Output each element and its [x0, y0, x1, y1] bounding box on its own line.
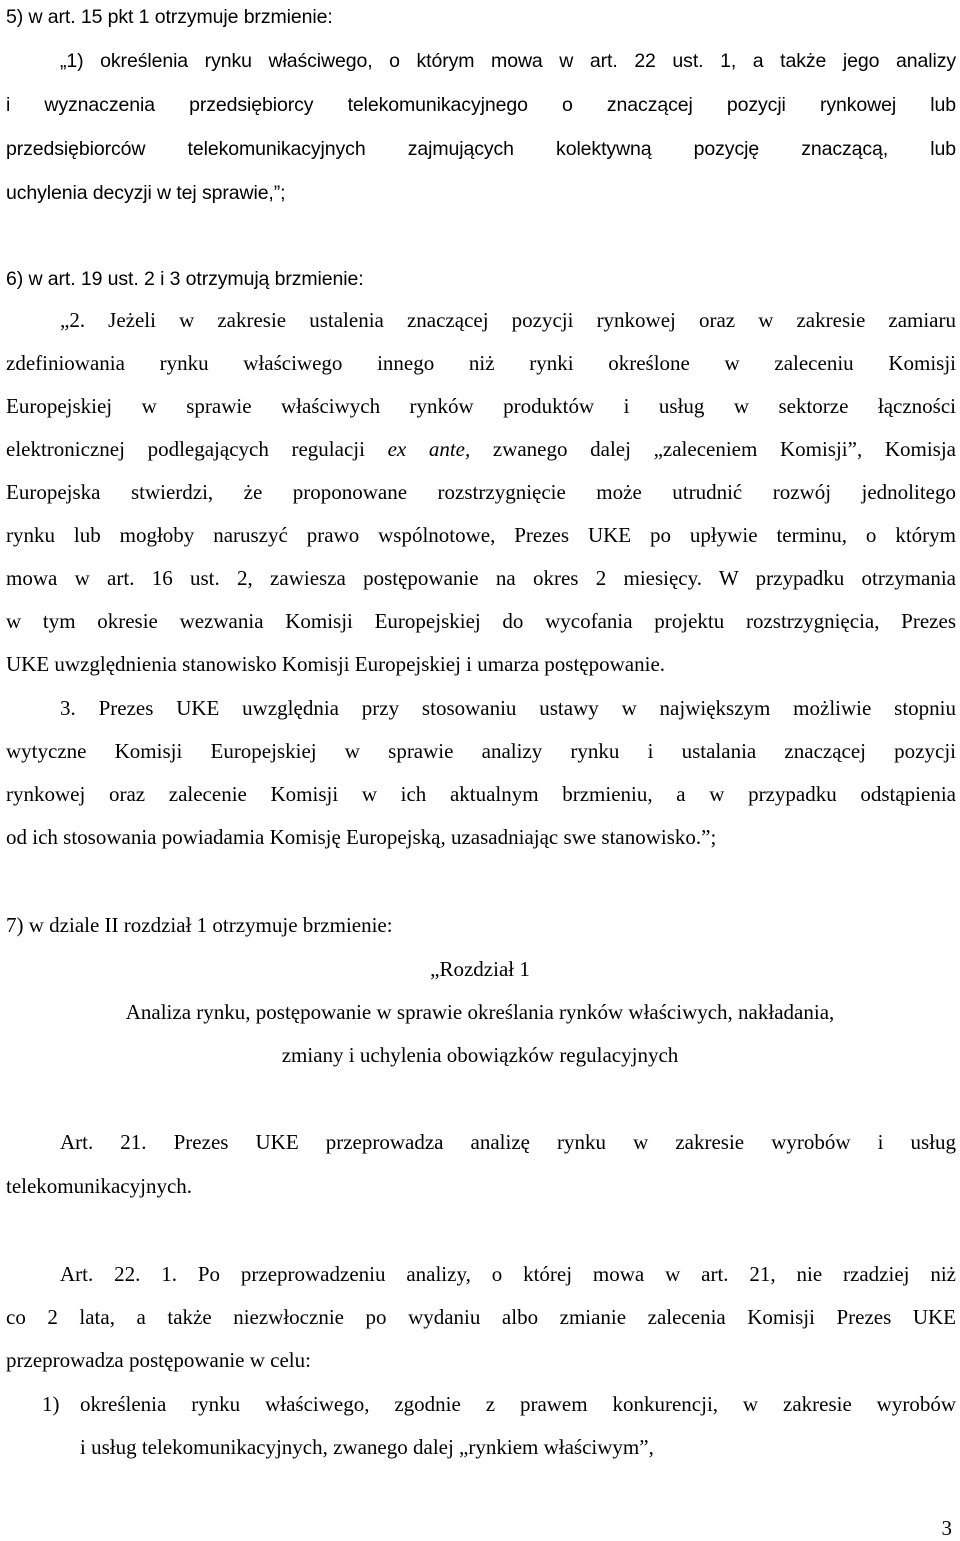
paragraph-line: rynku lub mogłoby naruszyć prawo wspólnotowe, Prezes UKE po upływie terminu, o którym: [6, 523, 956, 547]
chapter-subtitle: zmiany i uchylenia obowiązków regulacyjnych: [281, 1043, 679, 1067]
list-item-line: i usług telekomunikacyjnych, zwanego dalej „rynkiem właściwym”,: [80, 1435, 654, 1459]
article-21-line: telekomunikacyjnych.: [6, 1174, 193, 1198]
chapter-subtitle: Analiza rynku, postępowanie w sprawie określania rynków właściwych, nakładania,: [125, 1000, 835, 1024]
page-number: 3: [941, 1516, 952, 1540]
paragraph-line: 3. Prezes UKE uwzględnia przy stosowaniu ustawy w największym możliwie stopniu: [60, 696, 956, 720]
paragraph-line: i wyznaczenia przedsiębiorcy telekomunikacyjnego o znaczącej pozycji rynkowej lub: [6, 94, 956, 116]
paragraph-line: [6, 439, 956, 460]
paragraph-line: mowa w art. 16 ust. 2, zawiesza postępowanie na okres 2 miesięcy. W przypadku otrzymania: [6, 566, 956, 590]
article-22-line: Art. 22. 1. Po przeprowadzeniu analizy, o której mowa w art. 21, nie rzadziej niż: [60, 1262, 956, 1286]
paragraph-text: zwanego dalej „zaleceniem Komisji”, Komisja: [470, 437, 956, 461]
paragraph-line: w tym okresie wezwania Komisji Europejskiej do wycofania projektu rozstrzygnięcia, Prezes: [6, 609, 956, 633]
item-5-heading: 5) w art. 15 pkt 1 otrzymuje brzmienie:: [6, 6, 333, 28]
paragraph-line: uchylenia decyzji w tej sprawie,”;: [6, 182, 286, 204]
paragraph-line: przedsiębiorców telekomunikacyjnych zajmujących kolektywną pozycję znaczącą, lub: [6, 138, 956, 160]
paragraph-line: Europejskiej w sprawie właściwych rynków produktów i usług w sektorze łączności: [6, 394, 956, 418]
paragraph-line: UKE uwzględnienia stanowisko Komisji Europejskiej i umarza postępowanie.: [6, 652, 666, 676]
paragraph-line: „1) określenia rynku właściwego, o którym mowa w art. 22 ust. 1, a także jego analizy: [60, 50, 956, 72]
chapter-title: „Rozdział 1: [430, 957, 530, 981]
paragraph-text: elektronicznej podlegających regulacji: [6, 437, 388, 461]
paragraph-line: rynkowej oraz zalecenie Komisji w ich aktualnym brzmieniu, a w przypadku odstąpienia: [6, 782, 956, 806]
article-22-line: przeprowadza postępowanie w celu:: [6, 1348, 311, 1372]
article-21-line: Art. 21. Prezes UKE przeprowadza analizę rynku w zakresie wyrobów i usług: [60, 1130, 956, 1154]
list-marker: 1): [42, 1392, 60, 1416]
italic-term: ex ante,: [387, 437, 471, 461]
paragraph-line: zdefiniowania rynku właściwego innego niż rynki określone w zaleceniu Komisji: [6, 351, 956, 375]
list-item-line: określenia rynku właściwego, zgodnie z prawem konkurencji, w zakresie wyrobów: [80, 1392, 956, 1416]
item-6-heading: 6) w art. 19 ust. 2 i 3 otrzymują brzmienie:: [6, 268, 364, 290]
item-7-heading: 7) w dziale II rozdział 1 otrzymuje brzmienie:: [6, 913, 393, 937]
paragraph-line: od ich stosowania powiadamia Komisję Europejską, uzasadniając swe stanowisko.”;: [6, 825, 717, 849]
paragraph-line: wytyczne Komisji Europejskiej w sprawie analizy rynku i ustalania znaczącej pozycji: [6, 739, 956, 763]
paragraph-line: „2. Jeżeli w zakresie ustalenia znaczącej pozycji rynkowej oraz w zakresie zamiaru: [60, 308, 956, 332]
article-22-line: co 2 lata, a także niezwłocznie po wydaniu albo zmianie zalecenia Komisji Prezes UKE: [6, 1305, 956, 1329]
paragraph-line: Europejska stwierdzi, że proponowane rozstrzygnięcie może utrudnić rozwój jednolitego: [6, 480, 956, 504]
